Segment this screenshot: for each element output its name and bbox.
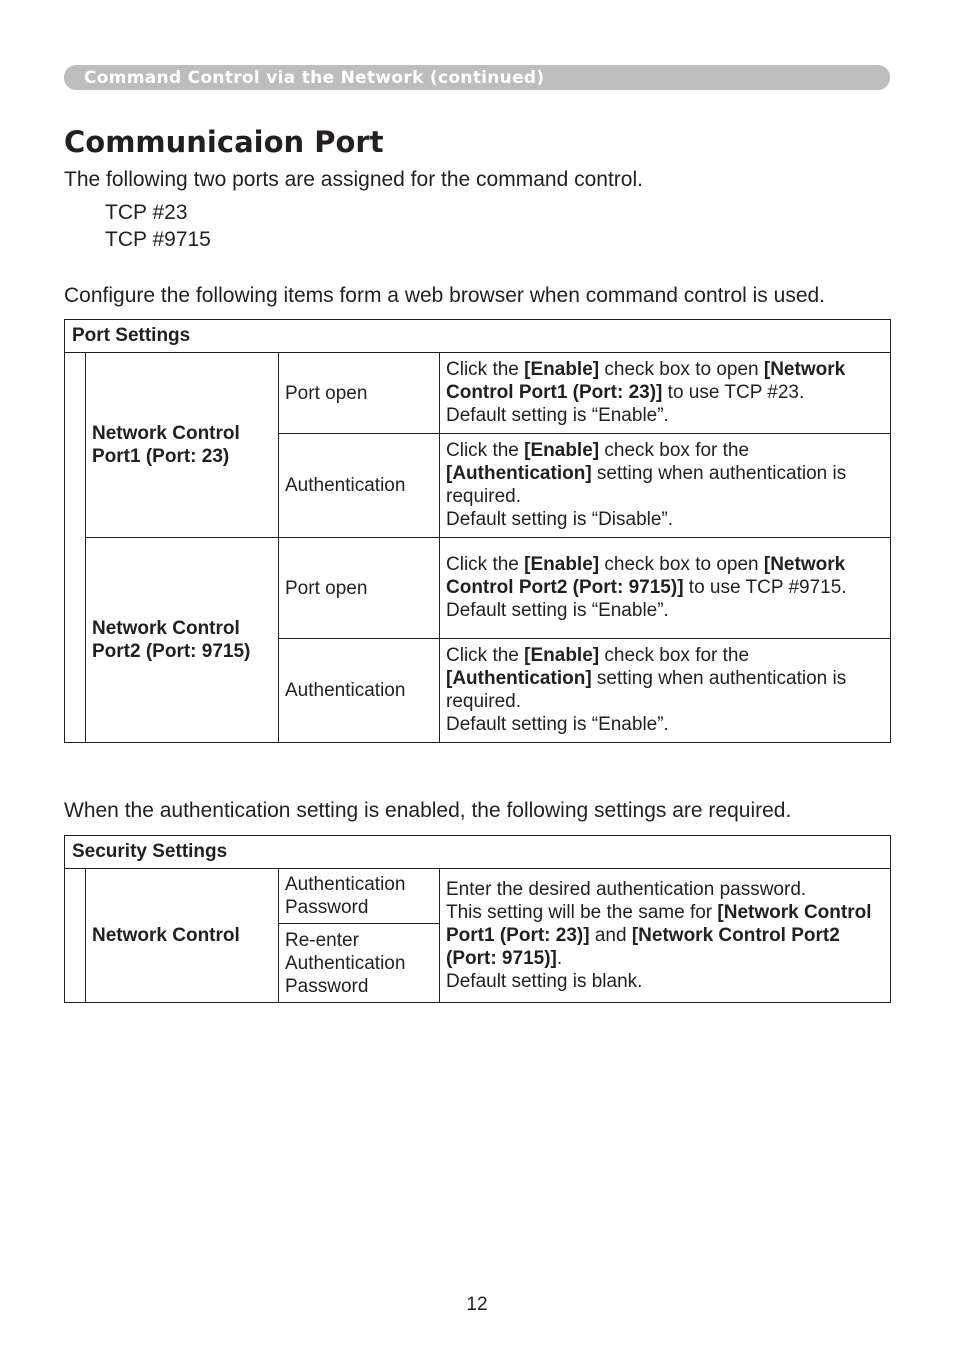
- item-port1-authentication: Authentication: [279, 434, 440, 538]
- setting-name: [Authentication]: [446, 463, 592, 484]
- auth-text: When the authentication setting is enabled, the following settings are required.: [64, 799, 792, 822]
- table-indent-cell: [65, 353, 86, 743]
- desc-line: Click the [Enable] check box to open [Network Control Port1 (Port: 23)] to use TCP #23.: [446, 359, 846, 403]
- desc-line: Click the [Enable] check box to open [Network Control Port2 (Port: 9715)] to use TCP #9715.: [446, 554, 847, 598]
- desc-line: Default setting is “Enable”.: [446, 600, 669, 621]
- desc-line: Enter the desired authentication password.: [446, 878, 807, 900]
- desc-port1-authentication: [440, 434, 891, 538]
- item-authentication-password: Authentication Password: [279, 869, 440, 924]
- desc-port2-authentication: [440, 639, 891, 743]
- desc-line: This setting will be the same for [Network Control Port1 (Port: 23)] and [Network Control Port2 (Port: 9715)].: [446, 901, 872, 969]
- group-label-network-control: Network Control: [86, 869, 279, 1003]
- desc-line: Click the [Enable] check box for the [Authentication] setting when authentication is required.: [446, 645, 847, 712]
- item-port2-port-open: Port open: [279, 538, 440, 639]
- desc-line: Default setting is “Enable”.: [446, 714, 669, 735]
- setting-name: [Network Control Port2 (Port: 9715)]: [446, 554, 846, 598]
- item-reenter-authentication-password: Re-enter Authentication Password: [279, 924, 440, 1003]
- desc-line: Default setting is “Disable”.: [446, 509, 674, 530]
- setting-name: [Enable]: [524, 359, 600, 380]
- security-settings-table: [64, 835, 891, 1003]
- setting-name: [Enable]: [524, 554, 600, 575]
- port-item-tcp23: TCP #23: [105, 201, 188, 224]
- port-settings-table: [64, 319, 891, 743]
- port-item-tcp9715: TCP #9715: [105, 228, 211, 251]
- desc-port2-port-open: [440, 538, 891, 639]
- port-settings-header: Port Settings: [65, 320, 891, 353]
- desc-port1-port-open: [440, 353, 891, 434]
- intro-text: The following two ports are assigned for the command control.: [64, 168, 643, 191]
- setting-name: [Enable]: [524, 440, 600, 461]
- page-title: Communicaion Port: [64, 125, 384, 159]
- desc-security-password: [440, 869, 891, 1003]
- setting-name: [Authentication]: [446, 668, 592, 689]
- group-label-port2: Network Control Port2 (Port: 9715): [86, 538, 279, 743]
- security-settings-header: Security Settings: [65, 836, 891, 869]
- setting-name: [Network Control Port1 (Port: 23)]: [446, 359, 846, 403]
- desc-line: Default setting is blank.: [446, 970, 643, 992]
- setting-name: [Network Control Port1 (Port: 23)]: [446, 901, 872, 946]
- configure-text: Configure the following items form a web browser when command control is used.: [64, 284, 826, 307]
- desc-line: Default setting is “Enable”.: [446, 405, 669, 426]
- setting-name: [Network Control Port2 (Port: 9715)]: [446, 924, 840, 969]
- item-port2-authentication: Authentication: [279, 639, 440, 743]
- section-header-bar: [64, 65, 890, 90]
- desc-line: Click the [Enable] check box for the [Authentication] setting when authentication is required.: [446, 440, 847, 507]
- group-label-port1: Network Control Port1 (Port: 23): [86, 353, 279, 538]
- item-port1-port-open: Port open: [279, 353, 440, 434]
- page-number: 12: [466, 1294, 488, 1315]
- table-indent-cell: [65, 869, 86, 1003]
- section-header-title: Command Control via the Network (continued): [84, 68, 545, 88]
- setting-name: [Enable]: [524, 645, 600, 666]
